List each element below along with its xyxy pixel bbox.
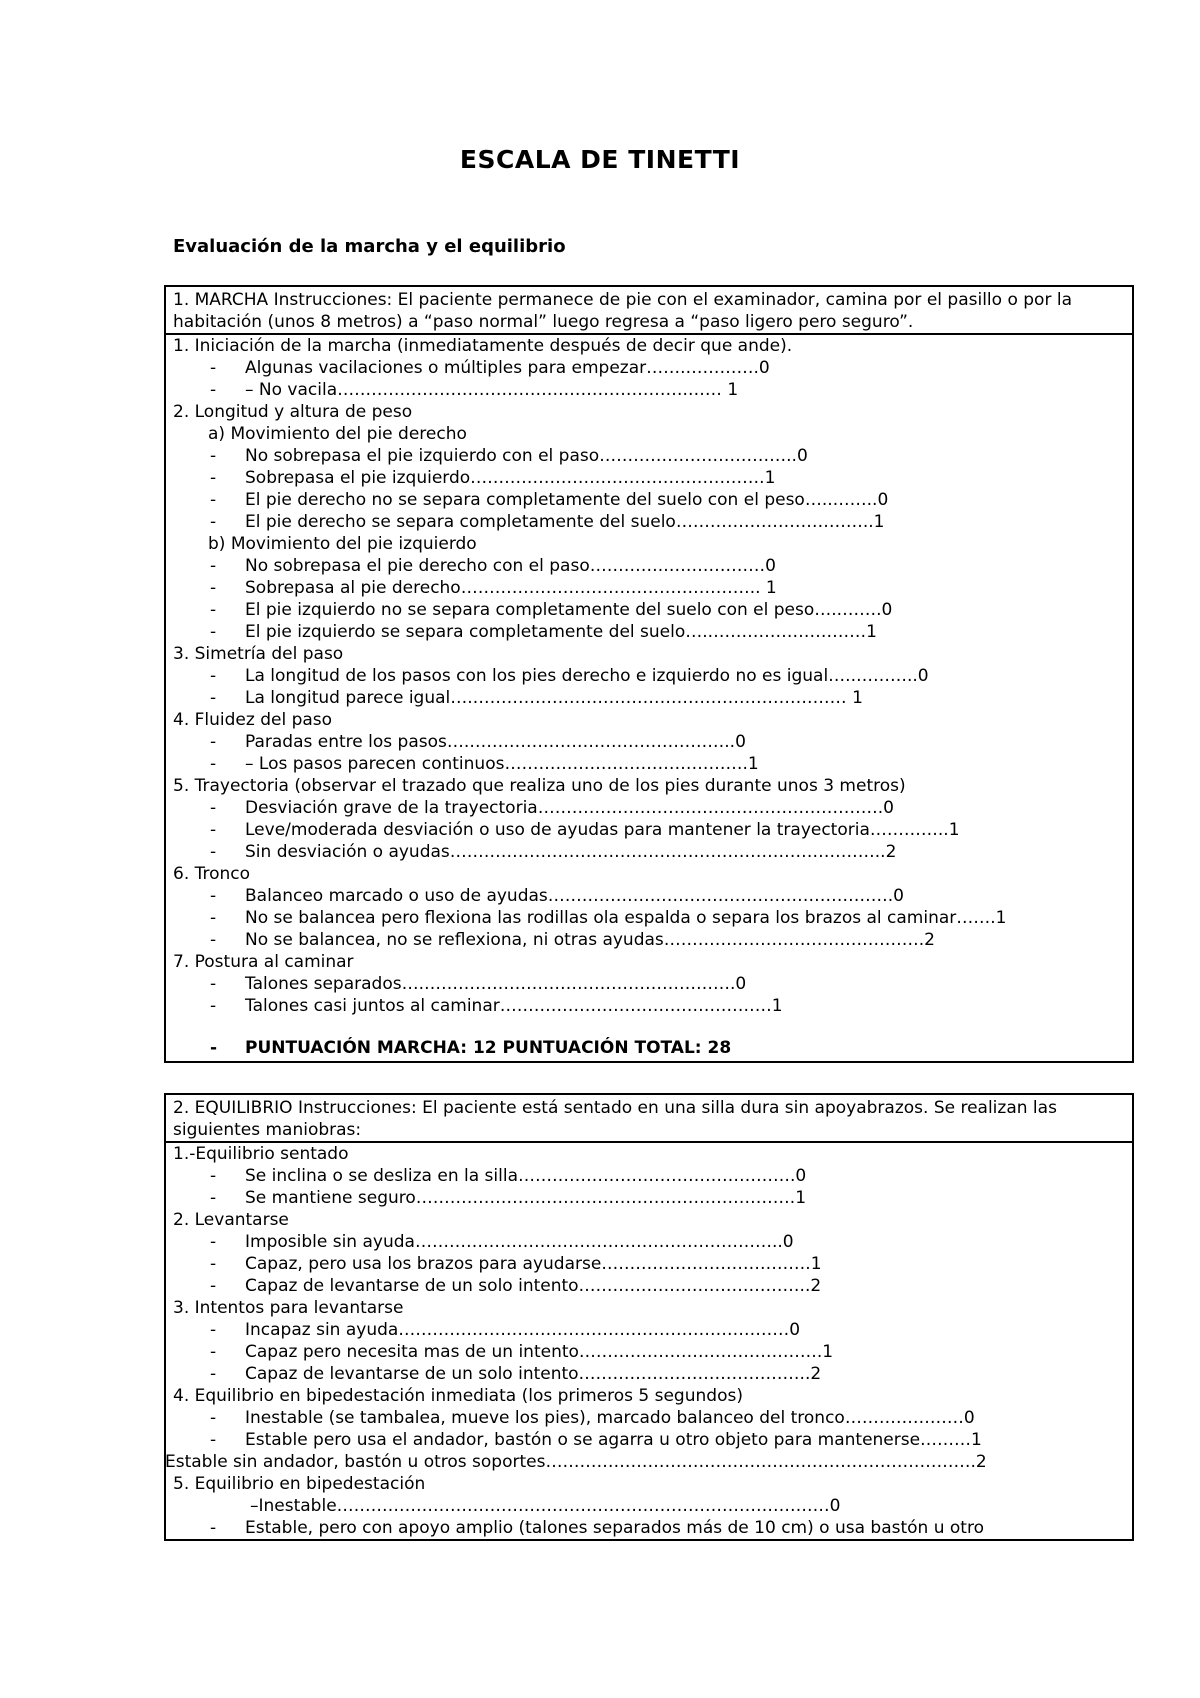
list-dash: - [210, 930, 217, 950]
item-text: PUNTUACIÓN MARCHA: 12 PUNTUACIÓN TOTAL: 28 [245, 1038, 732, 1058]
list-dash: - [210, 996, 217, 1016]
item-text: 3. Simetría del paso [173, 644, 344, 664]
item-text: –Inestable……………………………………………………………………………0 [250, 1496, 841, 1516]
marcha-section [164, 285, 1134, 1063]
score-option [173, 511, 1126, 533]
list-dash: - [210, 1276, 217, 1296]
item-text: Imposible sin ayuda………………………………………………………..0 [245, 1232, 794, 1252]
item-heading [173, 335, 1126, 357]
score-option [173, 599, 1126, 621]
item-text: Capaz pero necesita mas de un intento…………………………………….1 [245, 1342, 834, 1362]
list-dash: - [210, 732, 217, 752]
score-option [173, 467, 1126, 489]
item-heading [173, 709, 1126, 731]
list-dash: - [210, 974, 217, 994]
list-dash: - [210, 622, 217, 642]
item-heading [173, 401, 1126, 423]
list-dash: - [210, 468, 217, 488]
list-dash: - [210, 1518, 217, 1538]
list-dash: - [210, 512, 217, 532]
score-option [173, 885, 1126, 907]
item-text: Talones casi juntos al caminar…………………………………………1 [245, 996, 783, 1016]
score-option [173, 819, 1126, 841]
score-option [173, 577, 1126, 599]
item-text: No se balancea, no se reflexiona, ni otras ayudas……………………………………….2 [245, 930, 935, 950]
list-dash: - [210, 490, 217, 510]
score-option [173, 929, 1126, 951]
list-dash: - [210, 908, 217, 928]
item-text: 2. Longitud y altura de peso [173, 402, 413, 422]
item-heading [173, 1297, 1126, 1319]
list-dash: - [210, 1408, 217, 1428]
item-subheading [173, 423, 1126, 445]
score-option [173, 753, 1126, 775]
score-option [173, 379, 1126, 401]
item-text: El pie izquierdo se separa completamente del suelo…..………………………1 [245, 622, 877, 642]
item-heading [173, 863, 1126, 885]
list-dash: - [210, 1232, 217, 1252]
item-text: Sin desviación o ayudas…………………………………………………………………..2 [245, 842, 897, 862]
equilibrio-section [164, 1093, 1134, 1541]
list-dash: - [210, 380, 217, 400]
score-option [165, 1451, 1126, 1473]
item-heading [173, 951, 1126, 973]
document-subtitle: Evaluación de la marcha y el equilibrio [173, 236, 566, 257]
score-option [173, 1187, 1126, 1209]
score-option [173, 665, 1126, 687]
item-text: Capaz, pero usa los brazos para ayudarse……………………………….1 [245, 1254, 822, 1274]
score-option [173, 1363, 1126, 1385]
list-dash: - [210, 1038, 218, 1058]
item-text: Se inclina o se desliza en la silla………………………………………….0 [245, 1166, 807, 1186]
item-heading [173, 643, 1126, 665]
score-option [173, 907, 1126, 929]
item-text: Algunas vacilaciones o múltiples para empezar…….………….0 [245, 358, 770, 378]
equilibrio-instructions: 2. EQUILIBRIO Instrucciones: El paciente está sentado en una silla dura sin apoyabrazos. Se realizan las siguientes maniobras: [166, 1095, 1132, 1143]
item-text: El pie izquierdo no se separa completamente del suelo con el peso…..…….0 [245, 600, 893, 620]
marcha-instructions: 1. MARCHA Instrucciones: El paciente permanece de pie con el examinador, camina por el pasillo o por la habitación (unos 8 metros) a “paso normal” luego regresa a “paso ligero pero seguro”. [166, 287, 1132, 335]
score-option [173, 445, 1126, 467]
item-text: No se balancea pero flexiona las rodillas ola espalda o separa los brazos al caminar…….1 [245, 908, 1007, 928]
spacer [173, 1017, 1126, 1037]
item-text: No sobrepasa el pie izquierdo con el paso……………………………..0 [245, 446, 808, 466]
marcha-items [166, 335, 1132, 1061]
list-dash: - [210, 1342, 217, 1362]
item-text: Desviación grave de la trayectoria…………………………………………………….0 [245, 798, 894, 818]
equilibrio-items [166, 1143, 1132, 1539]
score-option [173, 973, 1126, 995]
item-text: – Los pasos parecen continuos…………………………………….1 [245, 754, 759, 774]
item-text: La longitud de los pasos con los pies derecho e izquierdo no es igual…..………..0 [245, 666, 929, 686]
score-option [173, 489, 1126, 511]
item-text: Estable pero usa el andador, bastón o se agarra u otro objeto para mantenerse………1 [245, 1430, 982, 1450]
item-text: Paradas entre los pasos….………………………………………..0 [245, 732, 746, 752]
list-dash: - [210, 1188, 217, 1208]
list-dash: - [210, 446, 217, 466]
item-text: Balanceo marcado o uso de ayudas…………………………………………………….0 [245, 886, 904, 906]
item-text: 4. Fluidez del paso [173, 710, 333, 730]
score-option [173, 1495, 1126, 1517]
score-option [173, 1341, 1126, 1363]
item-text: b) Movimiento del pie izquierdo [208, 534, 477, 554]
list-dash: - [210, 820, 217, 840]
score-option [173, 797, 1126, 819]
item-text: El pie derecho no se separa completamente del suelo con el peso…..……..0 [245, 490, 889, 510]
score-option [173, 1517, 1126, 1539]
item-text: El pie derecho se separa completamente del suelo……………………………..1 [245, 512, 885, 532]
list-dash: - [210, 358, 217, 378]
item-text: 6. Tronco [173, 864, 251, 884]
list-dash: - [210, 556, 217, 576]
score-option [173, 841, 1126, 863]
item-text: 5. Trayectoria (observar el trazado que realiza uno de los pies durante unos 3 metros) [173, 776, 906, 796]
list-dash: - [210, 754, 217, 774]
item-text: Estable, pero con apoyo amplio (talones separados más de 10 cm) o usa bastón u otro [245, 1518, 984, 1538]
score-option [173, 1165, 1126, 1187]
item-text: 4. Equilibrio en bipedestación inmediata (los primeros 5 segundos) [173, 1386, 743, 1406]
score-option [173, 687, 1126, 709]
list-dash: - [210, 688, 217, 708]
score-option [173, 555, 1126, 577]
list-dash: - [210, 600, 217, 620]
item-text: Leve/moderada desviación o uso de ayudas para mantener la trayectoria…………..1 [245, 820, 960, 840]
score-option [173, 995, 1126, 1017]
item-text: La longitud parece igual….………………………………………………………… 1 [245, 688, 863, 708]
item-heading [173, 775, 1126, 797]
item-text: 2. Levantarse [173, 1210, 289, 1230]
list-dash: - [210, 886, 217, 906]
document-title: ESCALA DE TINETTI [459, 145, 741, 174]
item-text: Estable sin andador, bastón u otros soportes………………………………………………………………….2 [165, 1452, 987, 1472]
score-option [173, 731, 1126, 753]
item-text: No sobrepasa el pie derecho con el paso………….………………0 [245, 556, 776, 576]
item-text: 5. Equilibrio en bipedestación [173, 1474, 426, 1494]
item-text: Sobrepasa al pie derecho…………………………………………….. 1 [245, 578, 777, 598]
item-text: 1.-Equilibrio sentado [173, 1144, 349, 1164]
item-text: Capaz de levantarse de un solo intento…………………………………..2 [245, 1364, 822, 1384]
score-option [173, 1319, 1126, 1341]
list-dash: - [210, 666, 217, 686]
item-text: Talones separados….……………………………………………….0 [245, 974, 747, 994]
item-heading [173, 1385, 1126, 1407]
score-option [173, 1429, 1126, 1451]
list-dash: - [210, 798, 217, 818]
list-dash: - [210, 578, 217, 598]
item-text: Capaz de levantarse de un solo intento…………………………………..2 [245, 1276, 822, 1296]
item-text: – No vacila………………………………….………………….…… 1 [245, 380, 739, 400]
score-option [173, 621, 1126, 643]
list-dash: - [210, 842, 217, 862]
list-dash: - [210, 1364, 217, 1384]
item-text: 7. Postura al caminar [173, 952, 354, 972]
score-option [173, 1253, 1126, 1275]
list-dash: - [210, 1320, 217, 1340]
score-option [173, 1231, 1126, 1253]
list-dash: - [210, 1254, 217, 1274]
item-subheading [173, 533, 1126, 555]
item-text: Se mantiene seguro………………………………………………………….1 [245, 1188, 807, 1208]
item-text: 3. Intentos para levantarse [173, 1298, 404, 1318]
item-text: Inestable (se tambalea, mueve los pies), marcado balanceo del tronco…………………0 [245, 1408, 975, 1428]
score-option [173, 357, 1126, 379]
item-text: 1. Iniciación de la marcha (inmediatamente después de decir que ande). [173, 336, 793, 356]
score-total [173, 1037, 1126, 1059]
item-text: a) Movimiento del pie derecho [208, 424, 467, 444]
list-dash: - [210, 1166, 217, 1186]
list-dash: - [210, 1430, 217, 1450]
score-option [173, 1407, 1126, 1429]
score-option [173, 1275, 1126, 1297]
item-heading [173, 1209, 1126, 1231]
item-heading [173, 1473, 1126, 1495]
item-text: Sobrepasa el pie izquierdo…………………………………………….1 [245, 468, 776, 488]
item-text: Incapaz sin ayuda……………………………………………………………0 [245, 1320, 801, 1340]
item-heading [173, 1143, 1126, 1165]
